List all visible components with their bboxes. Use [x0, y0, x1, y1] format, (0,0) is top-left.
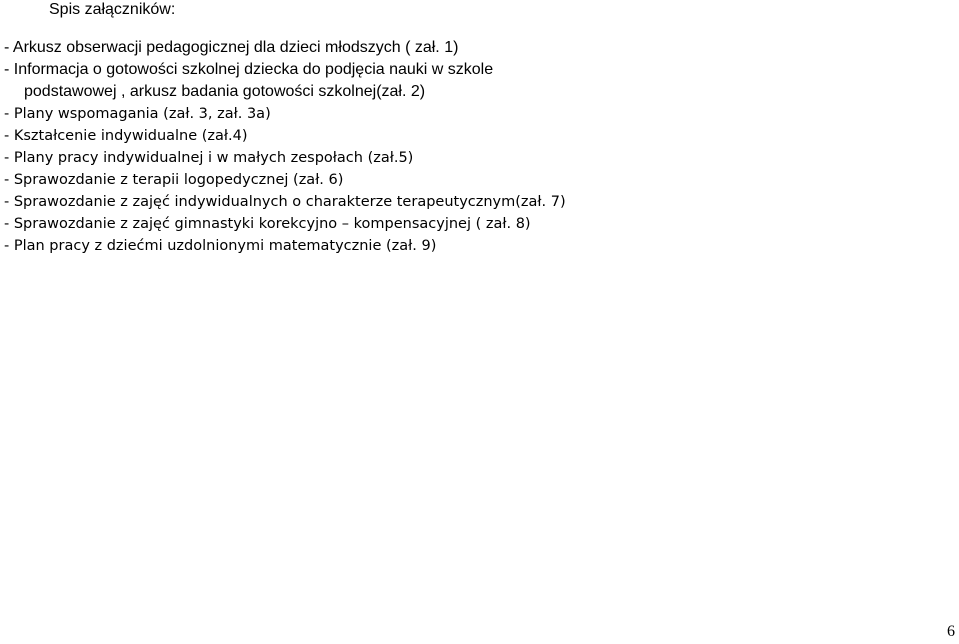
- list-item: - Sprawozdanie z zajęć gimnastyki korekcyjno – kompensacyjnej ( zał. 8): [4, 216, 531, 232]
- attachments-list: [4, 37, 566, 257]
- list-item: - Arkusz obserwacji pedagogicznej dla dzieci młodszych ( zał. 1): [4, 39, 459, 56]
- list-item: - Plany wspomagania (zał. 3, zał. 3a): [4, 106, 271, 122]
- list-item: - Informacja o gotowości szkolnej dziecka do podjęcia nauki w szkole: [4, 61, 494, 78]
- document-title: Spis załączników:: [49, 1, 176, 18]
- list-item: - Kształcenie indywidualne (zał.4): [4, 128, 248, 144]
- list-item: - Plan pracy z dziećmi uzdolnionymi matematycznie (zał. 9): [4, 238, 437, 254]
- list-item: - Sprawozdanie z zajęć indywidualnych o charakterze terapeutycznym(zał. 7): [4, 194, 566, 210]
- page-number: 6: [947, 623, 955, 640]
- list-item: - Sprawozdanie z terapii logopedycznej (zał. 6): [4, 172, 344, 188]
- list-item: - Plany pracy indywidualnej i w małych zespołach (zał.5): [4, 150, 414, 166]
- list-item: podstawowej , arkusz badania gotowości szkolnej(zał. 2): [24, 83, 426, 100]
